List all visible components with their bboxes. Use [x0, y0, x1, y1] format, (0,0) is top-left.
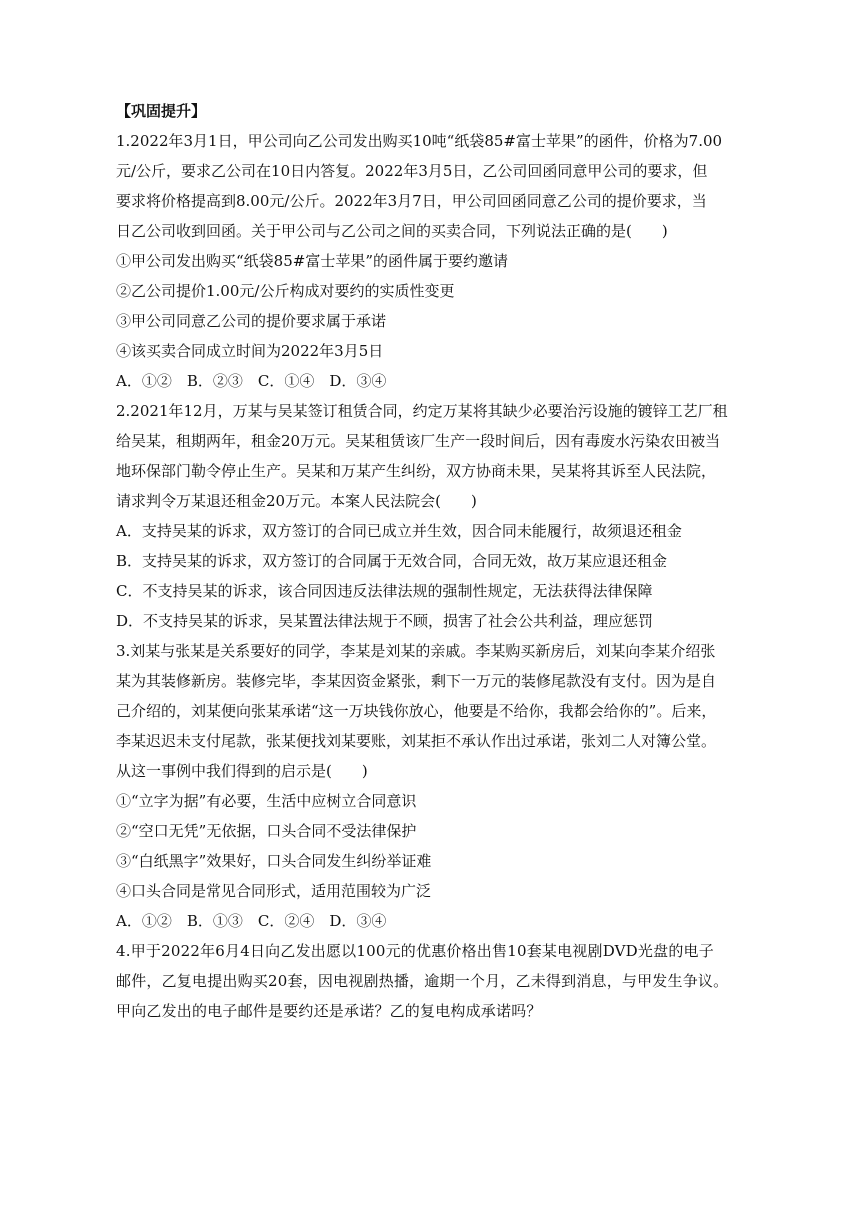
question-stem-line: 要求将价格提高到8.00元/公斤。2022年3月7日，甲公司回函同意乙公司的提价要求，当	[116, 192, 707, 210]
statement-1: ①甲公司发出购买“纸袋85#富士苹果”的函件属于要约邀请	[116, 252, 508, 270]
question-stem-line: 请求判令万某退还租金20万元。本案人民法院会( )	[116, 492, 477, 510]
option-b: B．支持吴某的诉求，双方签订的合同属于无效合同，合同无效，故万某应退还租金	[116, 552, 668, 570]
question-stem-line: 日乙公司收到回函。关于甲公司与乙公司之间的买卖合同，下列说法正确的是( )	[116, 222, 668, 240]
statement-3: ③甲公司同意乙公司的提价要求属于承诺	[116, 312, 387, 330]
question-stem-line: 邮件，乙复电提出购买20套，因电视剧热播，逾期一个月，乙未得到消息，与甲发生争议。	[116, 972, 729, 990]
document-page	[116, 96, 744, 1026]
question-stem-line: 3.刘某与张某是关系要好的同学，李某是刘某的亲戚。李某购买新房后，刘某向李某介绍张	[116, 642, 716, 660]
statement-4: ④该买卖合同成立时间为2022年3月5日	[116, 342, 384, 360]
question-stem-line: 4.甲于2022年6月4日向乙发出愿以100元的优惠价格出售10套某电视剧DVD光盘的电子	[116, 942, 714, 960]
statement-2: ②乙公司提价1.00元/公斤构成对要约的实质性变更	[116, 282, 455, 300]
answer-options: A．①② B．①③ C．②④ D．③④	[116, 912, 387, 930]
question-1	[116, 126, 744, 396]
statement-1: ①“立字为据”有必要，生活中应树立合同意识	[116, 792, 417, 810]
statement-3: ③“白纸黑字”效果好，口头合同发生纠纷举证难	[116, 852, 432, 870]
question-3	[116, 636, 744, 936]
statement-2: ②“空口无凭”无依据，口头合同不受法律保护	[116, 822, 417, 840]
question-2	[116, 396, 744, 636]
question-stem-line: 甲向乙发出的电子邮件是要约还是承诺？乙的复电构成承诺吗？	[116, 1002, 542, 1020]
question-stem-line: 某为其装修新房。装修完毕，李某因资金紧张，剩下一万元的装修尾款没有支付。因为是自	[116, 672, 717, 690]
question-stem-line: 1.2022年3月1日，甲公司向乙公司发出购买10吨“纸袋85#富士苹果”的函件，价格为7.00	[116, 132, 723, 150]
question-stem-line: 李某迟迟未支付尾款，张某便找刘某要账，刘某拒不承认作出过承诺，张刘二人对簿公堂。	[116, 732, 717, 750]
option-a: A．支持吴某的诉求，双方签订的合同已成立并生效，因合同未能履行，故须退还租金	[116, 522, 682, 540]
question-stem-line: 2.2021年12月，万某与吴某签订租赁合同，约定万某将其缺少必要治污设施的镀锌工艺厂租	[116, 402, 728, 420]
question-stem-line: 从这一事例中我们得到的启示是( )	[116, 762, 368, 780]
option-c: C．不支持吴某的诉求，该合同因违反法律法规的强制性规定，无法获得法律保障	[116, 582, 653, 600]
option-d: D．不支持吴某的诉求，吴某置法律法规于不顾，损害了社会公共利益，理应惩罚	[116, 612, 654, 630]
question-stem-line: 给吴某，租期两年，租金20万元。吴某租赁该厂生产一段时间后，因有毒废水污染农田被当	[116, 432, 721, 450]
answer-options: A．①② B．②③ C．①④ D．③④	[116, 372, 387, 390]
question-4	[116, 936, 744, 1026]
statement-4: ④口头合同是常见合同形式，适用范围较为广泛	[116, 882, 432, 900]
section-title: 【巩固提升】	[116, 102, 207, 120]
question-stem-line: 己介绍的，刘某便向张某承诺“这一万块钱你放心，他要是不给你，我都会给你的”。后来，	[116, 702, 717, 720]
question-stem-line: 地环保部门勒令停止生产。吴某和万某产生纠纷，双方协商未果，吴某将其诉至人民法院，	[116, 462, 717, 480]
question-stem-line: 元/公斤，要求乙公司在10日内答复。2022年3月5日，乙公司回函同意甲公司的要求，但	[116, 162, 708, 180]
